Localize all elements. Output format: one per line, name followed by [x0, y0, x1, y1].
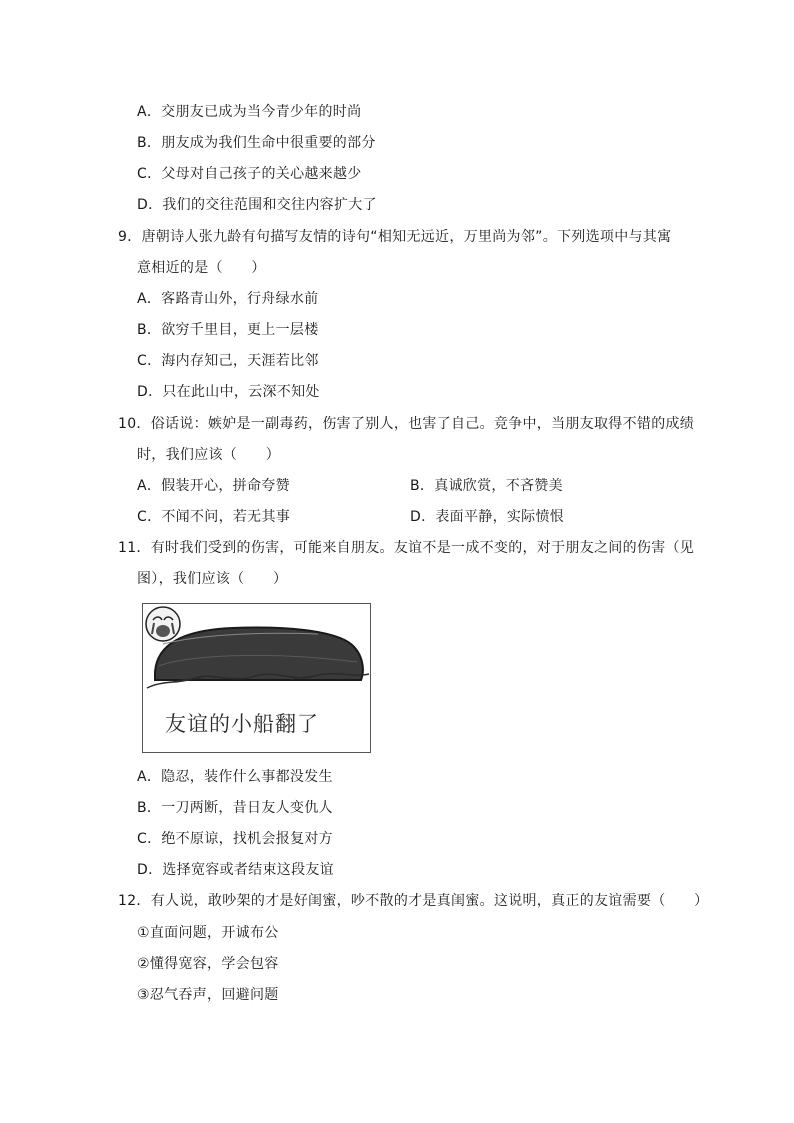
q9-option-c: C．海内存知己，天涯若比邻: [137, 353, 319, 369]
q11-stem-line1: 11．有时我们受到的伤害，可能来自朋友。友谊不是一成不变的，对于朋友之间的伤害（见: [118, 540, 695, 556]
q12-item-3: ③忍气吞声，回避问题: [137, 987, 279, 1003]
q11-option-d: D．选择宽容或者结束这段友谊: [137, 862, 334, 878]
q11-figure: [142, 603, 371, 753]
q11-option-a: A．隐忍，装作什么事都没发生: [137, 769, 333, 785]
q10-option-c: C．不闻不问，若无其事: [137, 509, 291, 525]
q9-option-b: B．欲穷千里目，更上一层楼: [137, 322, 319, 338]
q12-item-2: ②懂得宽容，学会包容: [137, 956, 279, 972]
boat-hull: [155, 628, 363, 680]
q11-option-b: B．一刀两断，昔日友人变仇人: [137, 800, 333, 816]
q10-option-d: D．表面平静，实际愤恨: [410, 509, 565, 525]
figure-caption: 友谊的小船翻了: [165, 712, 319, 736]
q10-stem-line1: 10．俗话说：嫉妒是一副毒药，伤害了别人，也害了自己。竞争中，当朋友取得不错的成绩: [118, 416, 695, 432]
q8-option-c: C．父母对自己孩子的关心越来越少: [137, 166, 362, 182]
q8-option-d: D．我们的交往范围和交往内容扩大了: [137, 197, 377, 213]
q12-stem: 12．有人说，敢吵架的才是好闺蜜，吵不散的才是真闺蜜。这说明，真正的友谊需要（ ）: [118, 893, 709, 909]
crying-face-icon: [143, 604, 183, 644]
q9-stem-line2: 意相近的是（ ）: [137, 260, 266, 276]
q12-item-1: ①直面问题，开诚布公: [137, 925, 279, 941]
q10-option-a: A．假装开心，拼命夸赞: [137, 478, 290, 494]
q8-option-a: A．交朋友已成为当今青少年的时尚: [137, 104, 362, 120]
q9-option-d: D．只在此山中，云深不知处: [137, 384, 320, 400]
q10-stem-line2: 时，我们应该（ ）: [137, 447, 280, 463]
q11-stem-line2: 图），我们应该（ ）: [137, 571, 288, 587]
q8-option-b: B．朋友成为我们生命中很重要的部分: [137, 135, 376, 151]
q9-option-a: A．客路青山外，行舟绿水前: [137, 291, 319, 307]
q11-option-c: C．绝不原谅，找机会报复对方: [137, 831, 333, 847]
q10-option-b: B．真诚欣赏，不吝赞美: [410, 478, 563, 494]
q9-stem-line1: 9．唐朝诗人张九龄有句描写友情的诗句“相知无远近，万里尚为邻”。下列选项中与其寓: [118, 229, 672, 245]
